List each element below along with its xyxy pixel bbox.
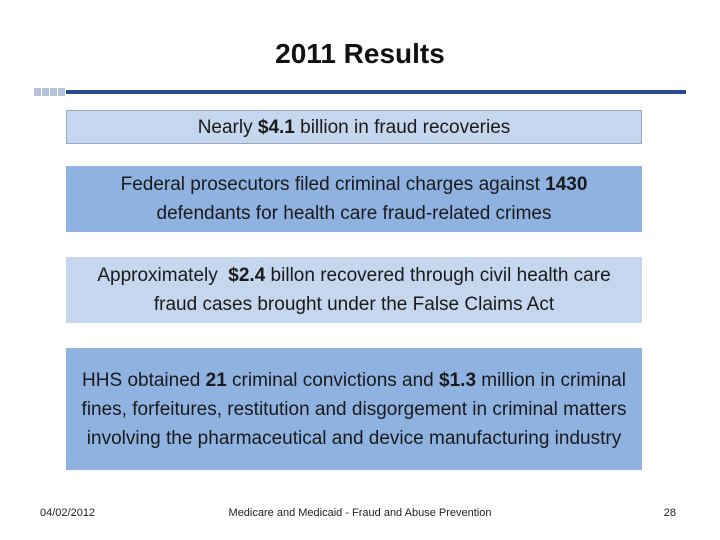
- result-text-fraud-recoveries: Nearly $4.1 billion in fraud recoveries: [197, 116, 511, 138]
- result-text-criminal-charges: Federal prosecutors filed criminal charges against 1430 defendants for health care fraud-related crimes: [120, 174, 588, 224]
- result-text-hhs-convictions: HHS obtained 21 criminal convictions and $1.3 million in criminal fines, forfeitures, restitution and disgorgement in criminal matters involving the pharmaceutical and device manufacturing industry: [81, 369, 627, 449]
- title-rule-line: [66, 90, 686, 94]
- footer-title: Medicare and Medicaid - Fraud and Abuse Prevention: [228, 507, 492, 519]
- result-box-criminal-charges: [66, 166, 642, 232]
- footer-date: 04/02/2012: [40, 507, 96, 519]
- footer-page-number: 28: [663, 507, 676, 519]
- result-text-civil-recoveries: Approximately $2.4 billon recovered through civil health care fraud cases brought under the False Claims Act: [97, 265, 611, 315]
- slide-title: 2011 Results: [275, 38, 445, 69]
- title-rule-squares: [34, 88, 65, 96]
- result-box-fraud-recoveries: [66, 110, 642, 144]
- result-box-hhs-convictions: [66, 348, 642, 470]
- result-box-civil-recoveries: [66, 257, 642, 323]
